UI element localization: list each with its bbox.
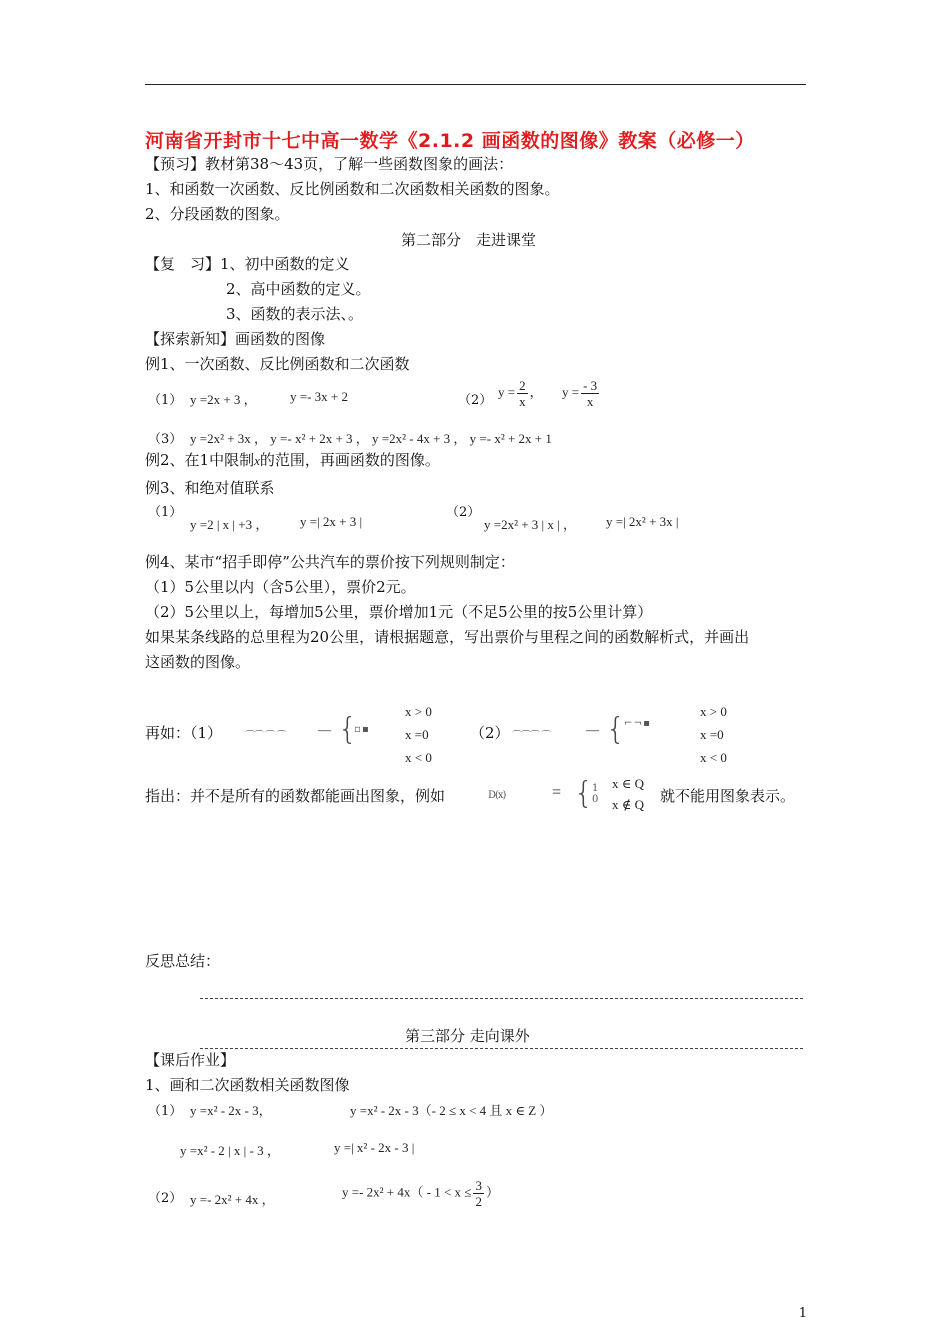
- ex1-1-formula-a: y =2x + 3 ，: [190, 392, 257, 407]
- ex1-2a-denominator: x: [519, 394, 526, 409]
- piecewise-2-cond-1: x > 0: [700, 704, 727, 719]
- ex4-rule-2: （2）5公里以上，每增加5公里，票价增加1元（不足5公里的按5公里计算）: [145, 603, 653, 621]
- ex1-2-formula-a: y = $\frac{2}{x}$ ，: [498, 378, 543, 409]
- page-number: 1: [798, 1306, 807, 1321]
- hw1-1-formula-b: y =x² - 2x - 3（- 2 ≤ x < 4 且 x ∈ Z ）: [350, 1103, 553, 1118]
- ex1-1-label: （1）: [148, 393, 183, 408]
- piecewise-1-cond-3: x < 0: [405, 750, 432, 765]
- page-title: 河南省开封市十七中高一数学《2.1.2 画函数的图像》教案（必修一）: [145, 130, 755, 152]
- review-line-2: 2、高中函数的定义。: [226, 280, 371, 298]
- piecewise-2-brace: {: [606, 712, 626, 747]
- hw2-formula-a: y =- 2x² + 4x ，: [190, 1192, 275, 1207]
- hw1-1-formula-a: y =x² - 2x - 3，: [190, 1103, 272, 1118]
- example-4: 例4、某市“招手即停”公共汽车的票价按下列规则制定：: [145, 553, 515, 571]
- ex1-2b-denominator: x: [586, 394, 594, 409]
- ex1-3-label: （3）: [148, 432, 183, 447]
- hw2-b-suffix: ）: [485, 1184, 499, 1200]
- preview-item-1: 1、和函数一次函数、反比例函数和二次函数相关函数的图象。: [145, 180, 560, 198]
- ex3-1-formula-a: y =2 | x | +3 ，: [190, 517, 269, 532]
- ex3-2-label: （2）: [446, 505, 481, 520]
- part3-heading: 第三部分 走向课外: [405, 1027, 530, 1045]
- ex2-variable: x: [254, 453, 260, 468]
- piecewise-1-values: ▫ ▪: [354, 724, 368, 735]
- hw2-label: （2）: [148, 1191, 183, 1206]
- dirichlet-eq: =: [552, 784, 562, 801]
- example-1: 例1、一次函数、反比例函数和二次函数: [145, 355, 410, 373]
- ex3-2-formula-b: y =| 2x² + 3x |: [606, 514, 679, 529]
- hw2-b-denominator: 2: [475, 1194, 482, 1209]
- homework-heading: 【课后作业】: [145, 1051, 236, 1069]
- explore-heading: 【探索新知】画函数的图像: [145, 330, 326, 348]
- ex1-2a-prefix: y =: [498, 384, 516, 400]
- ex1-3-formulas: y =2x² + 3x ， y =- x² + 2x + 3 ， y =2x² - 4x + 3 ， y =- x² + 2x + 1: [190, 431, 552, 446]
- ex3-2-formula-a: y =2x² + 3 | x | ，: [484, 517, 577, 532]
- ex4-question-2: 这函数的图像。: [145, 653, 251, 671]
- homework-item-1: 1、画和二次函数相关函数图像: [145, 1076, 350, 1094]
- point-out-tail: 就不能用图象表示。: [660, 787, 796, 805]
- reflection-label: 反思总结：: [145, 952, 221, 970]
- hw1-1-formula-c: y =x² - 2 | x | - 3 ，: [180, 1143, 280, 1158]
- ex1-2b-prefix: y =: [562, 384, 580, 400]
- hw1-1-label: （1）: [148, 1104, 183, 1119]
- top-rule: [145, 84, 806, 85]
- hw1-1-formula-d: y =| x² - 2x - 3 |: [334, 1140, 415, 1155]
- hw2-b-numerator: 3: [475, 1178, 482, 1193]
- dirichlet-lhs: D(x): [488, 790, 506, 801]
- ex3-1-formula-b: y =| 2x + 3 |: [300, 514, 363, 529]
- ex2-text-a: 例2、在1中限制: [145, 451, 255, 469]
- example-3: 例3、和绝对值联系: [145, 479, 275, 497]
- piecewise-1-cond-1: x > 0: [405, 704, 432, 719]
- piecewise-1-lhs: ⌒⌒ ⌒ ⌒: [245, 731, 286, 742]
- ex1-2b-numerator: - 3: [583, 378, 598, 393]
- ex1-2-formula-b: [562, 378, 601, 409]
- ex1-2-label: （2）: [458, 393, 493, 408]
- again-2-label: （2）: [470, 724, 510, 742]
- divider-dashed-2: [200, 1048, 803, 1049]
- piecewise-1-cond-2: x =0: [405, 727, 429, 742]
- preview-item-2: 2、分段函数的图象。: [145, 205, 290, 223]
- hw2-b-prefix: y =- 2x² + 4x（ - 1 < x ≤: [342, 1184, 472, 1200]
- piecewise-2-values: ⌐ ¬ ▪: [624, 718, 649, 729]
- dirichlet-values: 1 0: [592, 783, 598, 805]
- example-2: [145, 449, 440, 470]
- dirichlet-cond-2: x ∉ Q: [612, 797, 645, 812]
- piecewise-1-eq: —: [318, 722, 331, 737]
- review-line-3: 3、函数的表示法、。: [226, 305, 364, 323]
- point-out-text: 指出：并不是所有的函数都能画出图象，例如: [145, 787, 446, 805]
- piecewise-2-cond-2: x =0: [700, 727, 724, 742]
- part2-heading: 第二部分 走进课堂: [401, 231, 537, 249]
- ex4-rule-1: （1）5公里以内（含5公里），票价2元。: [145, 578, 416, 596]
- review-line-1: 【复 习】1、初中函数的定义: [145, 255, 350, 273]
- piecewise-2-cond-3: x < 0: [700, 750, 727, 765]
- hw2-formula-b: [342, 1178, 499, 1209]
- dirichlet-brace: {: [574, 776, 594, 811]
- ex3-1-label: （1）: [148, 505, 183, 520]
- dirichlet-cond-1: x ∈ Q: [612, 776, 645, 791]
- again-label: 再如：（1）: [145, 724, 223, 742]
- ex2-text-b: 的范围，再画函数的图像。: [259, 451, 440, 469]
- ex4-question-1: 如果某条线路的总里程为20公里，请根据题意，写出票价与里程之间的函数解析式，并画出: [145, 628, 750, 646]
- divider-dashed-1: [200, 998, 803, 999]
- piecewise-2-eq: —: [586, 722, 599, 737]
- preview-line: 【预习】教材第38～43页，了解一些函数图象的画法：: [145, 155, 514, 173]
- ex1-1-formula-b: y =- 3x + 2: [290, 389, 348, 404]
- piecewise-2-lhs: ⌒⌒⌒ ⌒: [512, 731, 551, 742]
- ex1-2a-numerator: 2: [519, 378, 526, 393]
- piecewise-1-brace: {: [338, 712, 358, 747]
